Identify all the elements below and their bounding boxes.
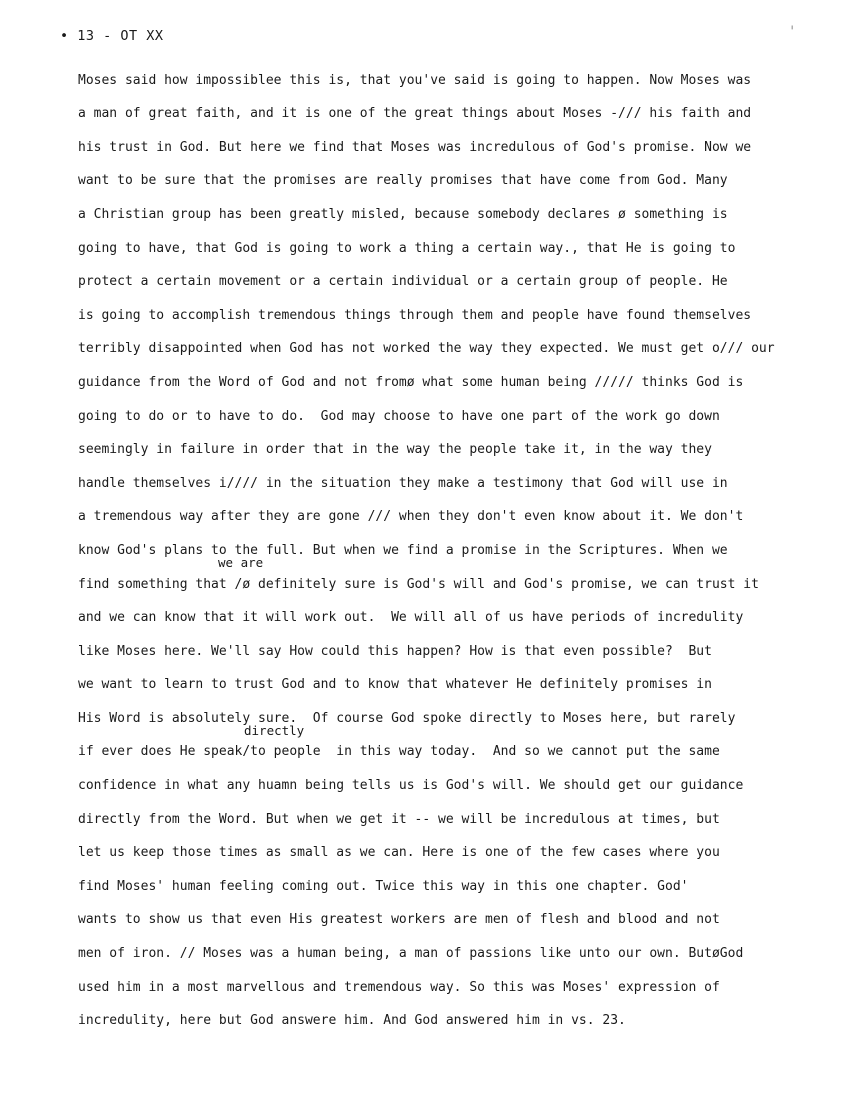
text-line: used him in a most marvellous and tremendous way. So this was Moses' expression of: [78, 979, 720, 995]
corner-mark: ': [788, 24, 797, 40]
text-line: find Moses' human feeling coming out. Twice this way in this one chapter. God': [78, 878, 689, 894]
text-line: men of iron. // Moses was a human being, a man of passions like unto our own. ButøGod: [78, 946, 744, 962]
text-line: going to have, that God is going to work a thing a certain way., that He is going to: [78, 240, 736, 256]
text-line: directly if ever does He speak/to people in this way today. And so we cannot put the same: [78, 722, 720, 760]
text-line: we are find something that /ø definitely sure is God's will and God's promise, we can trust it: [78, 554, 759, 592]
text-line: a man of great faith, and it is one of the great things about Moses -/// his faith and: [78, 106, 752, 122]
interlinear-insertion: directly: [244, 722, 305, 738]
text-line: want to be sure that the promises are really promises that have come from God. Many: [78, 173, 728, 189]
page-header: • 13 - OT XX: [60, 28, 164, 44]
text-line: his trust in God. But here we find that Moses was incredulous of God's promise. Now we: [78, 139, 752, 155]
interlinear-insertion: we are: [218, 554, 264, 570]
text-line: we want to learn to trust God and to know that whatever He definitely promises in: [78, 677, 712, 693]
text-line: protect a certain movement or a certain individual or a certain group of people. He: [78, 274, 728, 290]
text-line: a Christian group has been greatly misled, because somebody declares ø something is: [78, 206, 728, 222]
text-line: a tremendous way after they are gone /// when they don't even know about it. We don't: [78, 509, 744, 525]
text-line: going to do or to have to do. God may choose to have one part of the work go down: [78, 408, 720, 424]
text-line: seemingly in failure in order that in the way the people take it, in the way they: [78, 442, 712, 458]
text-line: wants to show us that even His greatest workers are men of flesh and blood and not: [78, 912, 720, 928]
text-line: know God's plans to the full. But when we find a promise in the Scriptures. When we: [78, 542, 728, 558]
text-line: terribly disappointed when God has not worked the way they expected. We must get o/// our: [78, 341, 775, 357]
text-line: guidance from the Word of God and not fromø what some human being ///// thinks God is: [78, 374, 744, 390]
text-line: like Moses here. We'll say How could this happen? How is that even possible? But: [78, 643, 712, 659]
text-line: Moses said how impossiblee this is, that you've said is going to happen. Now Moses was: [78, 72, 752, 88]
text-line: confidence in what any huamn being tells us is God's will. We should get our guidance: [78, 778, 744, 794]
text-line: is going to accomplish tremendous things through them and people have found themselves: [78, 307, 752, 323]
text-line: and we can know that it will work out. We will all of us have periods of incredulity: [78, 610, 744, 626]
text-line: His Word is absolutely sure. Of course God spoke directly to Moses here, but rarely: [78, 710, 736, 726]
text-line: directly from the Word. But when we get it -- we will be incredulous at times, but: [78, 811, 720, 827]
text-line: let us keep those times as small as we can. Here is one of the few cases where you: [78, 845, 720, 861]
text-line: incredulity, here but God answere him. And God answered him in vs. 23.: [78, 1013, 626, 1029]
text-line: handle themselves i//// in the situation they make a testimony that God will use in: [78, 475, 728, 491]
body-text: [78, 58, 838, 1032]
